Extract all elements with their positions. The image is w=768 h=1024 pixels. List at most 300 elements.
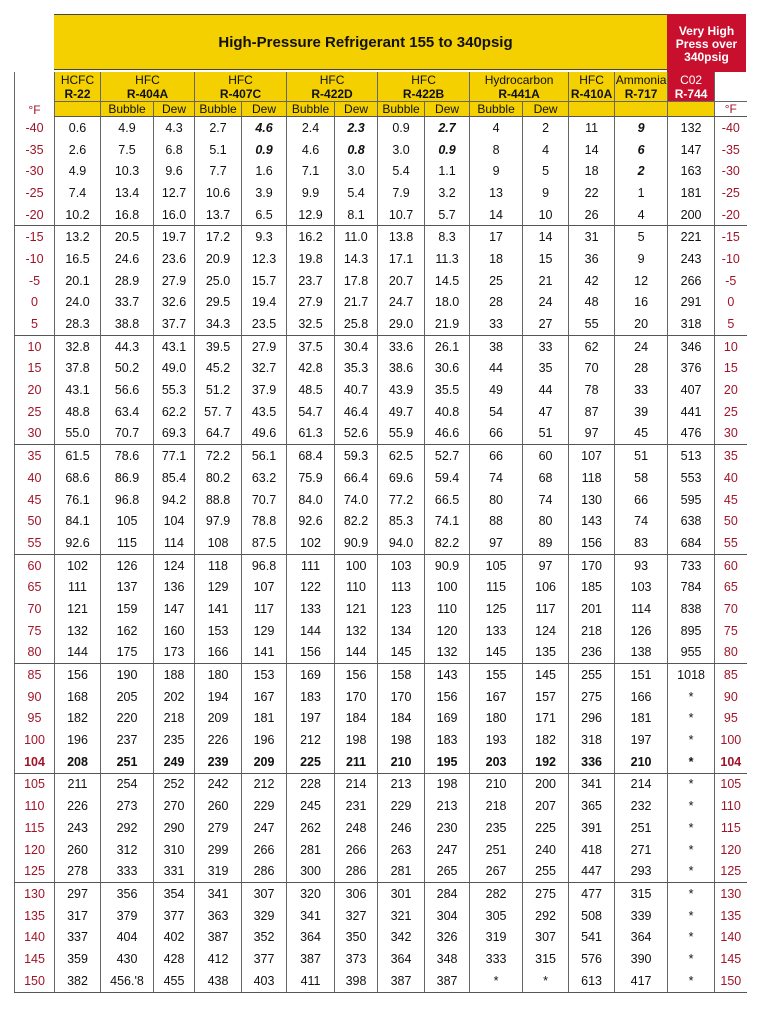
pressure-cell: 39 — [615, 401, 668, 423]
pressure-cell: 6.5 — [242, 204, 287, 226]
pressure-cell: 63.2 — [242, 467, 287, 489]
pressure-cell: 132 — [425, 642, 470, 664]
table-row — [15, 467, 747, 489]
family-label: HCFC — [55, 72, 101, 87]
pressure-cell: 40.7 — [335, 379, 378, 401]
pressure-cell: 9.6 — [154, 160, 195, 182]
pressure-cell: 121 — [55, 598, 101, 620]
table-row — [15, 620, 747, 642]
pressure-cell: 44 — [470, 358, 523, 380]
pressure-cell: 110 — [425, 598, 470, 620]
pressure-cell: 232 — [615, 795, 668, 817]
pressure-cell: 270 — [154, 795, 195, 817]
table-row — [15, 664, 747, 686]
pressure-cell: 126 — [101, 554, 154, 576]
pressure-cell: * — [668, 860, 715, 882]
pressure-cell: 365 — [569, 795, 615, 817]
pressure-cell: 196 — [55, 729, 101, 751]
pressure-cell: 315 — [523, 948, 569, 970]
temperature-right: 115 — [715, 817, 747, 839]
table-row — [15, 970, 747, 992]
temperature-right: 130 — [715, 883, 747, 905]
pressure-cell: 292 — [101, 817, 154, 839]
pressure-cell: 33 — [523, 335, 569, 357]
pressure-cell: 11.3 — [425, 248, 470, 270]
pressure-cell: 70.7 — [242, 489, 287, 511]
pressure-cell: 180 — [470, 708, 523, 730]
pressure-cell: 124 — [523, 620, 569, 642]
pressure-cell: 31 — [569, 226, 615, 248]
pressure-cell: 5 — [615, 226, 668, 248]
pressure-cell: 255 — [523, 860, 569, 882]
pressure-cell: 9 — [615, 117, 668, 139]
pressure-cell: 456.'8 — [101, 970, 154, 992]
table-row — [15, 139, 747, 161]
pressure-cell: 14 — [569, 139, 615, 161]
pressure-cell: 0.9 — [425, 139, 470, 161]
pressure-cell: 12 — [615, 270, 668, 292]
pressure-cell: 93 — [615, 554, 668, 576]
pressure-cell: 12.9 — [287, 204, 335, 226]
pressure-cell: 428 — [154, 948, 195, 970]
family-label: HFC — [287, 72, 378, 87]
pressure-cell: 26 — [569, 204, 615, 226]
pressure-cell: 160 — [154, 620, 195, 642]
family-label: HFC — [378, 72, 470, 87]
pressure-cell: 49.7 — [378, 401, 425, 423]
temperature-left: 20 — [15, 379, 55, 401]
pressure-cell: 19.4 — [242, 292, 287, 314]
pressure-cell: 77.1 — [154, 445, 195, 467]
pressure-cell: 21.9 — [425, 313, 470, 335]
pressure-cell: 80 — [523, 510, 569, 532]
pressure-cell: 56.6 — [101, 379, 154, 401]
pressure-cell: 144 — [335, 642, 378, 664]
pressure-cell: 88.8 — [195, 489, 242, 511]
pressure-cell: 17.1 — [378, 248, 425, 270]
temperature-left: 110 — [15, 795, 55, 817]
pressure-cell: 2.7 — [425, 117, 470, 139]
pressure-cell: 51 — [523, 423, 569, 445]
pressure-cell: 157 — [523, 686, 569, 708]
pressure-cell: 69.3 — [154, 423, 195, 445]
pressure-cell: 183 — [425, 729, 470, 751]
pressure-cell: 220 — [101, 708, 154, 730]
pressure-cell: 97.9 — [195, 510, 242, 532]
pressure-cell: 26.1 — [425, 335, 470, 357]
refrigerant-name: R-422B — [378, 87, 470, 102]
temperature-right: 5 — [715, 313, 747, 335]
pressure-cell: 184 — [378, 708, 425, 730]
pressure-cell: * — [668, 686, 715, 708]
pressure-cell: 90.9 — [335, 532, 378, 554]
pressure-cell: 364 — [615, 926, 668, 948]
pressure-cell: 260 — [195, 795, 242, 817]
pressure-cell: 210 — [378, 751, 425, 773]
pressure-cell: 115 — [470, 576, 523, 598]
pressure-cell: 300 — [287, 860, 335, 882]
pressure-cell: 66.5 — [425, 489, 470, 511]
pressure-cell: 25.0 — [195, 270, 242, 292]
temperature-left: 90 — [15, 686, 55, 708]
pressure-cell: 163 — [668, 160, 715, 182]
temperature-right: 60 — [715, 554, 747, 576]
pressure-cell: 211 — [55, 773, 101, 795]
pressure-cell: 331 — [154, 860, 195, 882]
pressure-cell: 307 — [242, 883, 287, 905]
pressure-cell: 96.8 — [101, 489, 154, 511]
pressure-cell: 333 — [101, 860, 154, 882]
pressure-cell: * — [668, 970, 715, 992]
pressure-cell: 94.0 — [378, 532, 425, 554]
temperature-left: -35 — [15, 139, 55, 161]
pressure-cell: * — [668, 729, 715, 751]
pressure-cell: 100 — [335, 554, 378, 576]
bubble-label: Bubble — [378, 102, 425, 117]
pressure-cell: 145 — [378, 642, 425, 664]
pressure-cell: 251 — [615, 817, 668, 839]
pressure-cell: 46.6 — [425, 423, 470, 445]
pressure-cell: 58 — [615, 467, 668, 489]
pressure-cell: 260 — [55, 839, 101, 861]
pressure-cell: 34.3 — [195, 313, 242, 335]
pressure-cell: 59.3 — [335, 445, 378, 467]
pressure-cell: 32.8 — [55, 335, 101, 357]
pressure-cell: 411 — [287, 970, 335, 992]
pressure-cell: 167 — [242, 686, 287, 708]
table-header — [15, 72, 747, 117]
pressure-cell: 70.7 — [101, 423, 154, 445]
temperature-right: 20 — [715, 379, 747, 401]
pressure-cell: 30.4 — [335, 335, 378, 357]
pressure-cell: 32.6 — [154, 292, 195, 314]
pressure-cell: 82.2 — [425, 532, 470, 554]
pressure-cell: 255 — [569, 664, 615, 686]
family-label: HFC — [101, 72, 195, 87]
very-high-pressure-label: Very High Press over 340psig — [667, 14, 746, 74]
pressure-cell: 55.9 — [378, 423, 425, 445]
temperature-left: 85 — [15, 664, 55, 686]
dew-label: Dew — [425, 102, 470, 117]
pressure-cell: 2.6 — [55, 139, 101, 161]
temperature-left: -5 — [15, 270, 55, 292]
pressure-cell: 8 — [470, 139, 523, 161]
table-row — [15, 204, 747, 226]
bubble-label: Bubble — [195, 102, 242, 117]
temperature-left: -20 — [15, 204, 55, 226]
pressure-cell: 359 — [55, 948, 101, 970]
bubble-label: Bubble — [470, 102, 523, 117]
temperature-right: -15 — [715, 226, 747, 248]
temperature-left: -40 — [15, 117, 55, 139]
pressure-cell: 262 — [287, 817, 335, 839]
pressure-cell: * — [523, 970, 569, 992]
pressure-cell: 412 — [195, 948, 242, 970]
pressure-cell: 5.4 — [335, 182, 378, 204]
pressure-cell: 100 — [425, 576, 470, 598]
pressure-cell: 202 — [154, 686, 195, 708]
table-row — [15, 773, 747, 795]
pressure-cell: 132 — [335, 620, 378, 642]
temperature-right: 55 — [715, 532, 747, 554]
pressure-cell: 200 — [523, 773, 569, 795]
temperature-left: 130 — [15, 883, 55, 905]
pressure-cell: 14 — [470, 204, 523, 226]
pressure-cell: 3.0 — [335, 160, 378, 182]
pressure-cell: 341 — [569, 773, 615, 795]
refrigerant-name: R-410A — [569, 87, 615, 102]
pressure-cell: 28.9 — [101, 270, 154, 292]
pressure-cell: 13.7 — [195, 204, 242, 226]
table-row — [15, 510, 747, 532]
temperature-left: 120 — [15, 839, 55, 861]
pressure-cell: 10.3 — [101, 160, 154, 182]
pressure-cell: 235 — [470, 817, 523, 839]
pressure-cell: 107 — [569, 445, 615, 467]
pressure-cell: 117 — [242, 598, 287, 620]
pressure-cell: 387 — [425, 970, 470, 992]
pressure-cell: 248 — [335, 817, 378, 839]
pressure-cell: 153 — [195, 620, 242, 642]
temperature-right: 0 — [715, 292, 747, 314]
pressure-cell: 214 — [615, 773, 668, 795]
table-row — [15, 860, 747, 882]
pressure-cell: 4.6 — [242, 117, 287, 139]
pressure-cell: 61.3 — [287, 423, 335, 445]
temperature-right: -5 — [715, 270, 747, 292]
pressure-cell: 235 — [154, 729, 195, 751]
pressure-cell: 66 — [615, 489, 668, 511]
pressure-cell: 348 — [425, 948, 470, 970]
pressure-cell: 265 — [425, 860, 470, 882]
temperature-left: 100 — [15, 729, 55, 751]
pressure-cell: 279 — [195, 817, 242, 839]
pressure-cell: 3.0 — [378, 139, 425, 161]
pressure-cell: 16.2 — [287, 226, 335, 248]
temperature-left: 95 — [15, 708, 55, 730]
pressure-cell: 118 — [195, 554, 242, 576]
pressure-cell: 327 — [335, 905, 378, 927]
pressure-cell: 2.7 — [195, 117, 242, 139]
pressure-cell: 111 — [55, 576, 101, 598]
pressure-cell: 319 — [195, 860, 242, 882]
pressure-cell: 387 — [287, 948, 335, 970]
pressure-cell: 247 — [425, 839, 470, 861]
pressure-temperature-chart — [14, 14, 746, 1018]
pressure-cell: 318 — [569, 729, 615, 751]
family-label: HFC — [569, 72, 615, 87]
pressure-cell: 46.4 — [335, 401, 378, 423]
pressure-cell: 88 — [470, 510, 523, 532]
temperature-right: 100 — [715, 729, 747, 751]
pressure-cell: 273 — [101, 795, 154, 817]
pressure-cell: 339 — [615, 905, 668, 927]
pressure-cell: 455 — [154, 970, 195, 992]
pressure-cell: 198 — [378, 729, 425, 751]
pressure-cell: 684 — [668, 532, 715, 554]
pressure-cell: 173 — [154, 642, 195, 664]
pressure-cell: 477 — [569, 883, 615, 905]
temperature-left: 115 — [15, 817, 55, 839]
pressure-cell: 638 — [668, 510, 715, 532]
pressure-cell: 1.1 — [425, 160, 470, 182]
pressure-cell: 111 — [287, 554, 335, 576]
pressure-cell: 16.8 — [101, 204, 154, 226]
pressure-cell: 38 — [470, 335, 523, 357]
pressure-cell: 329 — [242, 905, 287, 927]
pressure-cell: 24.6 — [101, 248, 154, 270]
pressure-cell: 144 — [287, 620, 335, 642]
pressure-cell: 40.8 — [425, 401, 470, 423]
pressure-cell: 55.3 — [154, 379, 195, 401]
pressure-cell: 13 — [470, 182, 523, 204]
pressure-cell: 108 — [195, 532, 242, 554]
pressure-cell: 292 — [523, 905, 569, 927]
pressure-cell: 3.9 — [242, 182, 287, 204]
pressure-cell: 266 — [668, 270, 715, 292]
pressure-cell: 48.5 — [287, 379, 335, 401]
chart-title: High-Pressure Refrigerant 155 to 340psig — [54, 14, 677, 70]
pressure-cell: 180 — [195, 664, 242, 686]
temperature-left: 50 — [15, 510, 55, 532]
dew-label: Dew — [242, 102, 287, 117]
pressure-cell: 162 — [101, 620, 154, 642]
pressure-cell: 129 — [195, 576, 242, 598]
pressure-cell: 398 — [335, 970, 378, 992]
dew-label: Dew — [523, 102, 569, 117]
pressure-cell: 145 — [470, 642, 523, 664]
pressure-cell: 306 — [335, 883, 378, 905]
pressure-cell: 218 — [154, 708, 195, 730]
pressure-cell: 197 — [287, 708, 335, 730]
table-row — [15, 379, 747, 401]
family-label: Ammonia — [615, 73, 667, 87]
pressure-cell: 63.4 — [101, 401, 154, 423]
pressure-cell: 209 — [195, 708, 242, 730]
pressure-cell: 226 — [195, 729, 242, 751]
pressure-cell: 0.8 — [335, 139, 378, 161]
pressure-cell: 198 — [335, 729, 378, 751]
table-row — [15, 708, 747, 730]
pressure-cell: 387 — [195, 926, 242, 948]
pressure-cell: 104 — [154, 510, 195, 532]
pressure-cell: 121 — [335, 598, 378, 620]
pressure-cell: 10.7 — [378, 204, 425, 226]
pressure-cell: 25.8 — [335, 313, 378, 335]
pressure-cell: 87.5 — [242, 532, 287, 554]
temperature-right: -30 — [715, 160, 747, 182]
pressure-cell: 203 — [470, 751, 523, 773]
pressure-cell: 37.8 — [55, 358, 101, 380]
pressure-cell: 402 — [154, 926, 195, 948]
pressure-cell: 382 — [55, 970, 101, 992]
pressure-cell: 75.9 — [287, 467, 335, 489]
pressure-cell: 310 — [154, 839, 195, 861]
pressure-cell: 74 — [523, 489, 569, 511]
pressure-cell: 363 — [195, 905, 242, 927]
pressure-cell: 286 — [335, 860, 378, 882]
pressure-cell: 185 — [569, 576, 615, 598]
temperature-left: 104 — [15, 751, 55, 773]
table-row — [15, 883, 747, 905]
pressure-cell: 341 — [195, 883, 242, 905]
pressure-cell: 271 — [615, 839, 668, 861]
pressure-cell: 106 — [523, 576, 569, 598]
pressure-cell: 212 — [287, 729, 335, 751]
pressure-cell: 246 — [378, 817, 425, 839]
pressure-cell: 192 — [523, 751, 569, 773]
unit-label-right: °F — [715, 102, 747, 117]
family-label: Hydrocarbon — [470, 72, 569, 87]
temperature-right: -40 — [715, 117, 747, 139]
table-row — [15, 160, 747, 182]
pressure-cell: 147 — [154, 598, 195, 620]
pressure-cell: 77.2 — [378, 489, 425, 511]
temperature-left: 145 — [15, 948, 55, 970]
pressure-cell: 13.4 — [101, 182, 154, 204]
temperature-right: 140 — [715, 926, 747, 948]
pressure-cell: 156 — [287, 642, 335, 664]
pressure-cell: 252 — [154, 773, 195, 795]
pressure-cell: 19.8 — [287, 248, 335, 270]
pressure-cell: 9 — [523, 182, 569, 204]
pressure-cell: 133 — [470, 620, 523, 642]
pressure-cell: 32.7 — [242, 358, 287, 380]
pressure-cell: 576 — [569, 948, 615, 970]
temperature-right: 125 — [715, 860, 747, 882]
table-row — [15, 270, 747, 292]
pressure-cell: 82.2 — [335, 510, 378, 532]
temperature-left: 30 — [15, 423, 55, 445]
pressure-cell: 166 — [615, 686, 668, 708]
pressure-cell: 17.8 — [335, 270, 378, 292]
temperature-right: 45 — [715, 489, 747, 511]
temperature-left: 5 — [15, 313, 55, 335]
pressure-cell: 304 — [425, 905, 470, 927]
temperature-right: 110 — [715, 795, 747, 817]
pressure-cell: 4.9 — [55, 160, 101, 182]
pressure-cell: 7.9 — [378, 182, 425, 204]
pressure-cell: 194 — [195, 686, 242, 708]
pressure-cell: 4.6 — [287, 139, 335, 161]
pressure-cell: 43.9 — [378, 379, 425, 401]
pressure-cell: 240 — [523, 839, 569, 861]
pressure-cell: 50.2 — [101, 358, 154, 380]
pressure-cell: 2.3 — [335, 117, 378, 139]
pressure-cell: * — [668, 926, 715, 948]
pressure-cell: 3.2 — [425, 182, 470, 204]
pressure-cell: 28 — [470, 292, 523, 314]
table-row — [15, 686, 747, 708]
pressure-cell: 895 — [668, 620, 715, 642]
pressure-cell: 80.2 — [195, 467, 242, 489]
pressure-cell: 62.5 — [378, 445, 425, 467]
pressure-cell: 66 — [470, 423, 523, 445]
pressure-cell: 49 — [470, 379, 523, 401]
table-row — [15, 905, 747, 927]
pressure-cell: 117 — [523, 598, 569, 620]
table-row — [15, 576, 747, 598]
pressure-cell: 364 — [378, 948, 425, 970]
pressure-cell: 4 — [615, 204, 668, 226]
pressure-cell: 15 — [523, 248, 569, 270]
pressure-cell: 23.7 — [287, 270, 335, 292]
pressure-cell: 27.9 — [154, 270, 195, 292]
pressure-cell: 141 — [242, 642, 287, 664]
pressure-cell: 266 — [242, 839, 287, 861]
pressure-cell: 20.7 — [378, 270, 425, 292]
pressure-cell: 27.9 — [287, 292, 335, 314]
